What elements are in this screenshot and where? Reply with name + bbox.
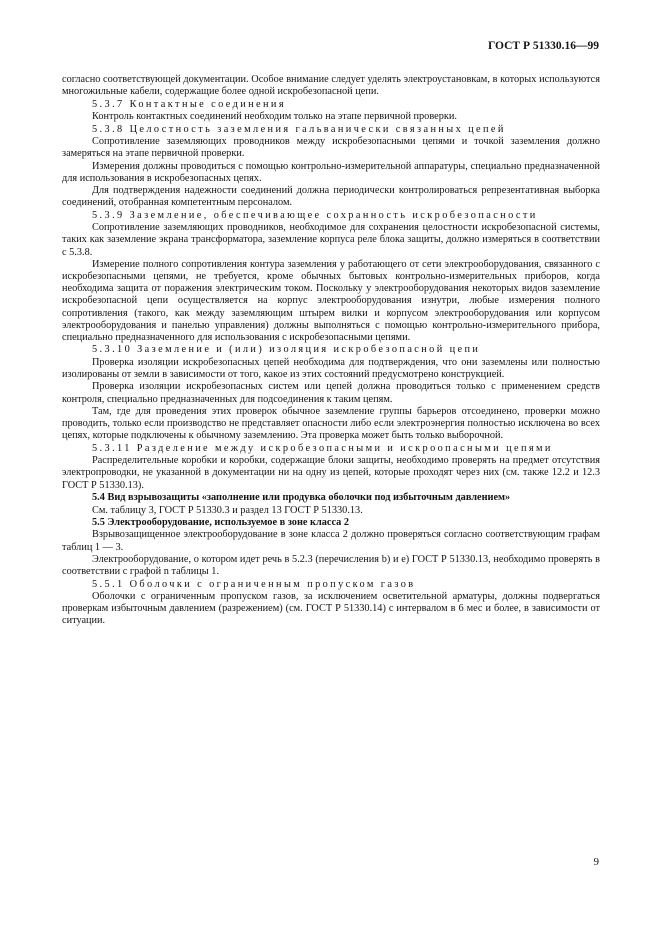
section-heading-5-5-1: 5.5.1 Оболочки с ограниченным пропуском газов	[92, 578, 416, 590]
paragraph: См. таблицу 3, ГОСТ Р 51330.3 и раздел 13 ГОСТ Р 51330.13.	[92, 504, 363, 516]
document-header: ГОСТ Р 51330.16—99	[488, 40, 599, 52]
paragraph: Измерения должны проводиться с помощью контрольно-измерительной аппаратуры, специально предназначенной для использования в искробезопасных цепях.	[62, 160, 600, 184]
paragraph: Сопротивление заземляющих проводников между искробезопасными цепями и точкой заземления должно замеряться на этапе первичной проверки.	[62, 135, 600, 160]
section-heading-5-4: 5.4 Вид взрывозащиты «заполнение или продувка оболочки под избыточным давлением»	[92, 492, 511, 504]
section-heading-5-3-11: 5.3.11 Разделение между искробезопасными и искроопасными цепями	[92, 442, 553, 454]
paragraph: Там, где для проведения этих проверок обычное заземление группы барьеров отсоединено, проверки можно проводить, только если производство не представляет опасности либо если электроэнергия полностью исключена во всех цепях, которые подключены к обычному заземлению. Эта проверка может быть только выборочной.	[62, 406, 600, 442]
section-heading-5-3-10: 5.3.10 Заземление и (или) изоляция искробезопасной цепи	[92, 344, 481, 356]
paragraph: Проверка изоляции искробезопасных цепей необходима для подтверждения, что они заземлены или полностью изолированы от земли в зависимости от того, какое из этих состояний предусмотрено конструкцией.	[62, 356, 600, 381]
paragraph: Взрывозащищенное электрооборудование в зоне класса 2 должно проверяться согласно соответствующим графам таблиц 1 — 3.	[62, 529, 600, 553]
section-heading-5-3-9: 5.3.9 Заземление, обеспечивающее сохранность искробезопасности	[92, 209, 538, 221]
section-heading-5-5: 5.5 Электрооборудование, используемое в зоне класса 2	[92, 516, 350, 528]
paragraph: Для подтверждения надежности соединений должна периодически контролироваться репрезентативная выборка соединений, отобранная компетентным персоналом.	[62, 185, 600, 209]
paragraph-continuation: согласно соответствующей документации. Особое внимание следует уделять электроустановкам, в которых используются многожильные кабели, содержащие более одной искробезопасной цепи.	[62, 74, 600, 98]
section-heading-5-3-8: 5.3.8 Целостность заземления гальванически связанных цепей	[92, 123, 506, 135]
section-heading-5-3-7: 5.3.7 Контактные соединения	[92, 98, 286, 110]
page-number: 9	[593, 856, 599, 868]
paragraph: Оболочки с ограниченным пропуском газов, за исключением осветительной арматуры, должны подвергаться проверкам избыточным давлением (разрежением) (см. ГОСТ Р 51330.14) с интервалом в 6 мес и более, в зависимости от ситуации.	[62, 591, 600, 627]
paragraph: Измерение полного сопротивления контура заземления у работающего от сети электрооборудования, связанного с искробезопасными цепями, не требуется, кроме обычных бытовых контрольно-измерительных приборов, когда необходима защита от поражения электрическим током. Поскольку у электрооборудования некоторых видов заземление искробезопасной цепи осуществляется на корпус электрооборудования изнутри, любые измерения полного сопротивления (такого, как между заземляющим штырем вилки и корпусом электрооборудования или корпусом электрооборудования и панелью управления) должны выполняться с помощью контрольно-измерительного прибора, специально предназначенного для использования с искробезопасными цепями.	[62, 259, 600, 343]
paragraph: Электрооборудование, о котором идет речь в 5.2.3 (перечисления b) и e) ГОСТ Р 51330.13, необходимо проверять в соответствии с графой n таблицы 1.	[62, 554, 600, 578]
paragraph: Распределительные коробки и коробки, содержащие блоки защиты, необходимо проверять на предмет отсутствия электропроводки, не указанной в документации ни на одну из цепей, которые проходят через них (см. также 12.2 и 12.3 ГОСТ Р 51330.13).	[62, 455, 600, 491]
paragraph: Контроль контактных соединений необходим только на этапе первичной проверки.	[92, 111, 457, 123]
document-body	[62, 74, 600, 628]
paragraph: Проверка изоляции искробезопасных систем или цепей должна проводиться только с применением средств контроля, специально предназначенных для подсоединения к таким цепям.	[62, 381, 600, 405]
paragraph: Сопротивление заземляющих проводников, необходимое для сохранения целостности искробезопасной системы, таких как заземление экрана трансформатора, заземление корпуса реле блока защиты, должно измеряться в соответствии с 5.3.8.	[62, 222, 600, 258]
